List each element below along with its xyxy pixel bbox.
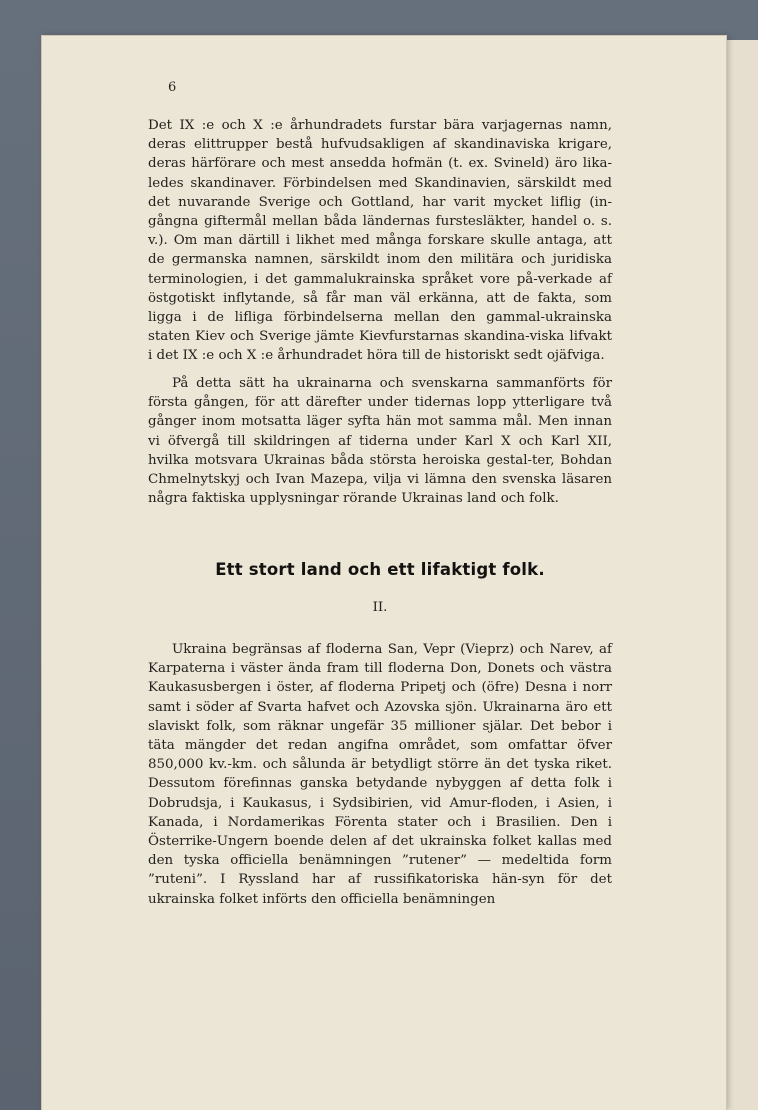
paragraph-1-text: Det IX :e och X :e århundradets furstar bära varjagernas namn, deras elittrupper bestå hufvudsakligen af skandinaviska krigare, deras härförare och mest ansedda hofmän (t. ex. Svineld) äro lika-ledes skandinaver. Förbindelsen med Skandinavien, särskildt med det nuvarande Sverige och Gottland, har varit mycket liflig (in-gångna giftermål mellan båda ländernas furstesläkter, handel o. s. v.). Om man därtill i likhet med många forskare skulle antaga, att de germanska namnen, särskildt inom den militära och juridiska terminologien, i det gammalukrainska språket vore på-verkade af östgotiskt inflytande, så får man väl erkänna, att de fakta, som ligga i de lifliga förbindelserna mellan den gammal-ukrainska staten Kiev och Sverige jämte Kievfurstarnas skandina-viska lifvakt i det IX :e och X :e århundradet höra till de historiskt sedt ojäfviga. (148, 118, 612, 364)
page-number: 6 (168, 80, 177, 95)
paragraph-1 (148, 116, 612, 366)
paragraph-2 (148, 374, 612, 508)
next-page-edge (722, 40, 758, 1110)
section-heading: Ett stort land och ett lifaktigt folk. (215, 560, 545, 579)
paragraph-2-text: På detta sätt ha ukrainarna och svenskarna sammanförts för första gången, för att därefter under tidernas lopp ytterligare två gånger inom motsatta läger syfta hän mot samma mål. Men innan vi öfvergå till skildringen af tiderna under Karl X och Karl XII, hvilka motsvara Ukrainas båda största heroiska gestal-ter, Bohdan Chmelnytskyj och Ivan Mazepa, vilja vi lämna den svenska läsaren några faktiska upplysningar rörande Ukrainas land och folk. (148, 376, 612, 507)
section-number: II. (372, 600, 388, 615)
paragraph-3 (148, 640, 612, 909)
paragraph-3-text: Ukraina begränsas af floderna San, Vepr (Vieprz) och Narev, af Karpaterna i väster ända fram till floderna Don, Donets och västra Kaukasusbergen i öster, af floderna Pripetj och (öfre) Desna i norr samt i söder af Svarta hafvet och Azovska sjön. Ukrainarna äro ett slaviskt folk, som räknar ungefär 35 millioner själar. Det bebor i täta mängder det redan angifna området, som omfattar öfver 850,000 kv.-km. och sålunda är betydligt större än det tyska riket. Dessutom förefinnas ganska betydande nybyggen af detta folk i Dobrudsja, i Kaukasus, i Sydsibirien, vid Amur-floden, i Asien, i Kanada, i Nordamerikas Förenta stater och i Brasilien. Den i Österrike-Ungern boende delen af det ukrainska folket kallas med den tyska officiella benämningen ”rutener” — medeltida form ”ruteni”. I Ryssland har af russifikatoriska hän-syn för det ukrainska folket införts den officiella benämningen (148, 642, 612, 907)
